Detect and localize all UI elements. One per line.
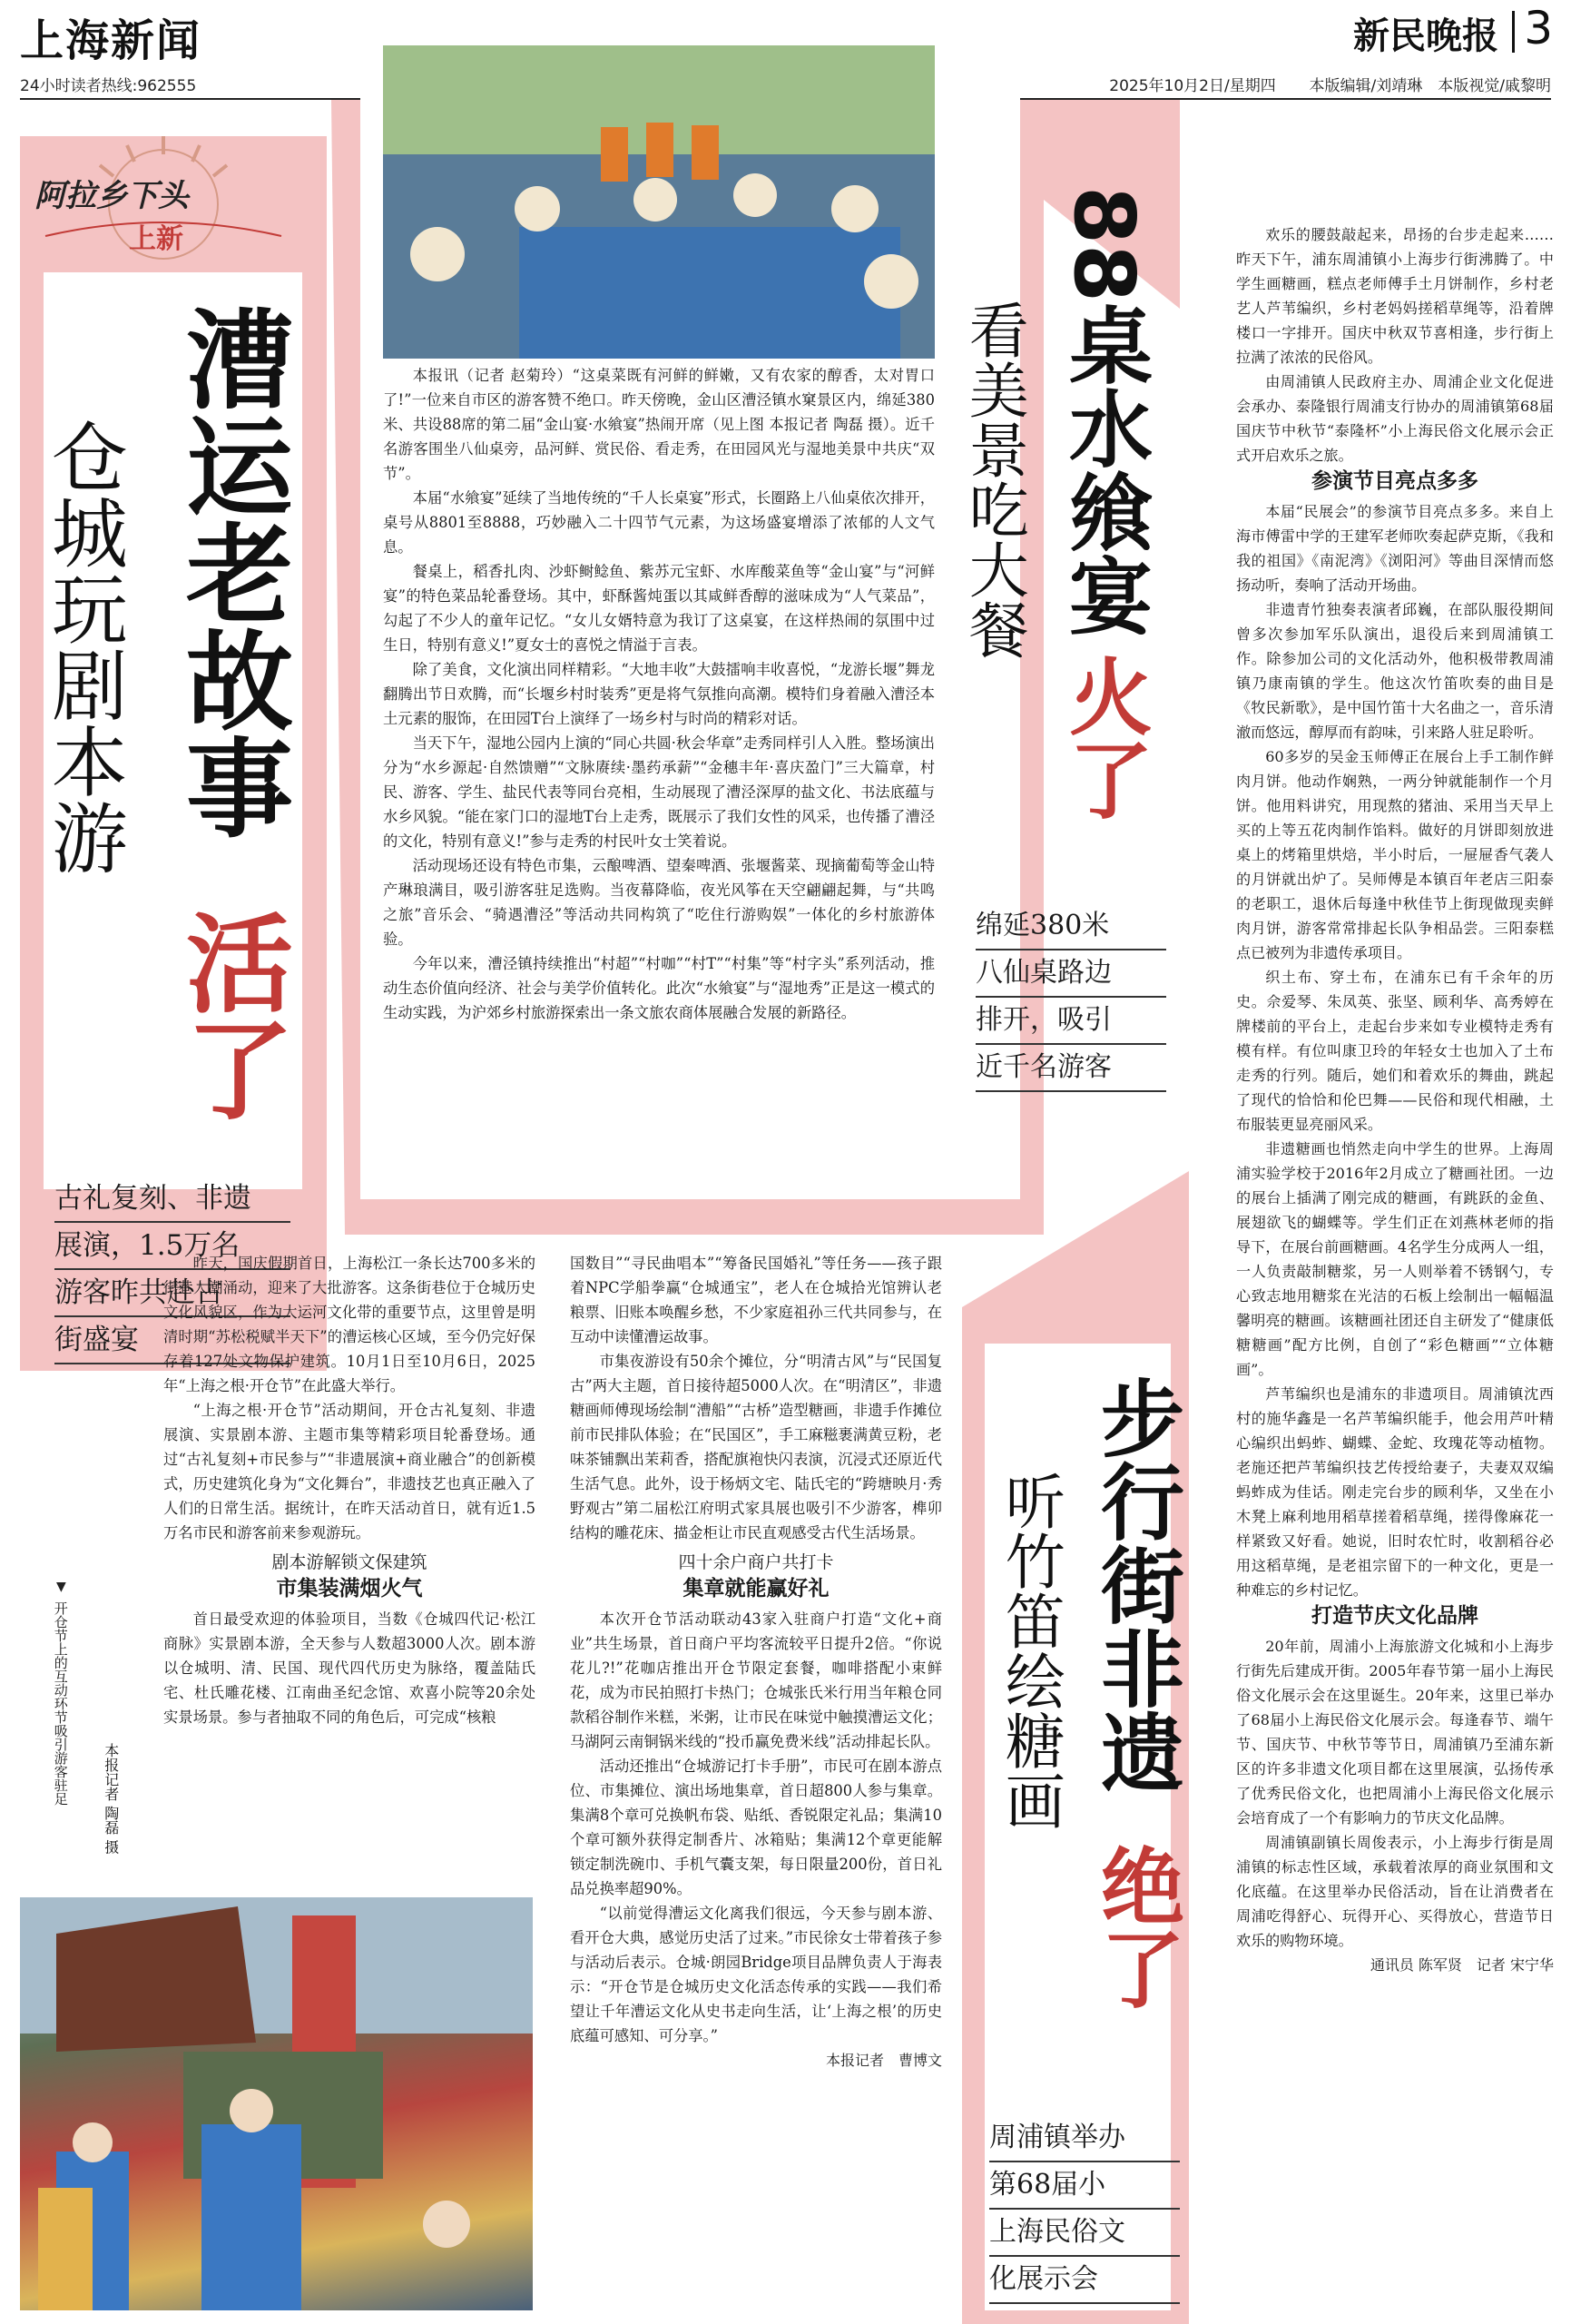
paragraph: 芦苇编织也是浦东的非遗项目。周浦镇沈西村的施华鑫是一名芦苇编织能手，他会用芦叶精心编织出蚂蚱、蝴蝶、金蛇、玫瑰花等动植物。老施还把芦苇编织技艺传授给妻子，夫妻双双编蚂蚱成为佳话。刚走完台步的顾利华，又坐在小木凳上麻利地用稻草搓着稻草绳，搓得像麻花一样紧致又好看。她说，旧时农忙时，收割稻谷必用这稻草绳，是老祖宗留下的一种文化，更是一种难忘的乡村记忆。 (1236, 1385, 1554, 1599)
banquet-photo (383, 45, 935, 359)
top-story-body (383, 363, 935, 1025)
paragraph: 周浦镇副镇长周俊表示，小上海步行街是周浦镇的标志性区域，承载着浓厚的商业氛围和文化底蕴。在这里举办民俗活动，旨在让消费者在周浦吃得舒心、玩得开心、买得放心，营造节日欢乐的购物环境。 (1236, 1834, 1554, 1949)
deck-line: 化展示会 (989, 2257, 1180, 2304)
right-subhead-1: 参演节目亮点多多 (1311, 469, 1478, 493)
photo-caption-block (53, 1580, 152, 1888)
paragraph: 本次开仓节活动联动43家入驻商户打造“文化+商业”共生场景，首日商户平均客流较平日提升2倍。“你说花儿?!”花咖店推出开仓节限定套餐，咖啡搭配小束鲜花，成为市民拍照打卡热门；仓城张氏米行用当年粮仓同款稻谷制作米糕，米粥，让市民在味觉中触摸漕运文化；马湖阿云南铜锅米线的“投币赢免费米线”活动排起长队。 (570, 1610, 942, 1750)
page-number: 3 (1524, 2, 1553, 54)
left-subhead-2: 集章就能赢好礼 (682, 1577, 830, 1600)
deck-line: 第68届小 (989, 2162, 1180, 2210)
deck-line: 近千名游客 (976, 1045, 1166, 1092)
bottom-story-deck (989, 2115, 1180, 2304)
paragraph: 市集夜游设有50余个摊位，分“明清古风”与“民国复古”两大主题，首日接待超5000人次。在“明清区”，非遗糖画师傅现场绘制“漕船”“古桥”造型糖画，非遗手作摊位前市民排队体验；在“民国区”，手工麻糍裹满黄豆粉，老味茶铺飘出茉莉香，搭配旗袍快闪表演，沉浸式还原近代生活气息。此外，设于杨炳文宅、陆氏宅的“跨塘映月·秀野观古”第二届松江府明式家具展也吸引不少游客，榫卯结构的雕花床、描金柜让市民直观感受古代生活场景。 (570, 1353, 942, 1541)
date: 2025年10月2日/星期四 (1109, 77, 1276, 95)
bottom-story-title-accent: 绝了 (1087, 1843, 1184, 2010)
logo-line1: 阿拉乡下头 (34, 178, 189, 214)
left-story-title-accent: 活了 (168, 908, 293, 1122)
paragraph: 首日最受欢迎的体验项目，当数《仓城四代记·松江商脉》实景剧本游，全天参与人数超3000人次。剧本游以仓城明、清、民国、现代四代历史为脉络，覆盖陆氏宅、杜氏雕花楼、江南曲圣纪念馆、欢喜小院等20余处实景场景。参与者抽取不同的角色后，可完成“核粮 (163, 1610, 535, 1726)
logo-line2: 上新 (129, 223, 183, 255)
left-story-column-1 (163, 1251, 535, 1729)
right-story-byline: 通讯员 陈军贤 记者 宋宁华 (1370, 1956, 1554, 1974)
deck-line: 八仙桌路边 (976, 950, 1166, 998)
paragraph: “以前觉得漕运文化离我们很远，今天参与剧本游、看开仓大典，感觉历史活了过来。”市民徐女士带着孩子参与活动后表示。仓城·朗园Bridge项目品牌负责人于海表示：“开仓节是仓城历史文化活态传承的实践——我们希望让千年漕运文化从史书走向生活，让‘上海之根’的历史底蕴可感知、可分享。” (570, 1905, 942, 2044)
deck-line: 上海民俗文 (989, 2210, 1180, 2257)
paragraph: 本届“民展会”的参演节目亮点多多。来自上海市傅雷中学的王建军老师吹奏起萨克斯，《我和我的祖国》《南泥湾》《浏阳河》等曲目深情而悠扬动听，奏响了活动开场曲。 (1236, 503, 1554, 594)
left-subhead-small-2: 四十余户商户共打卡 (678, 1552, 834, 1572)
paragraph: 昨天，国庆假期首日，上海松江一条长达700多米的街巷人潮涌动，迎来了大批游客。这条街巷位于仓城历史文化风貌区，作为大运河文化带的重要节点，这里曾是明清时期“苏松税赋半天下”的漕运核心区域，至今仍完好保存着127处文物保护建筑。10月1日至10月6日，2025年“上海之根·开仓节”在此盛大举行。 (163, 1255, 535, 1394)
paragraph: 由周浦镇人民政府主办、周浦企业文化促进会承办、泰隆银行周浦支行协办的周浦镇第68届国庆节中秋节“泰隆杯”小上海民俗文化展示会正式开启欢乐之旅。 (1236, 373, 1554, 464)
left-subhead-small-1: 剧本游解锁文保建筑 (271, 1552, 427, 1572)
opening-ceremony-photo (20, 1897, 533, 2310)
paragraph: 国数目”“寻民曲唱本”“筹备民国婚礼”等任务——孩子跟着NPC学船拳赢“仓城通宝”，老人在仓城拾光馆辨认老粮票、旧账本唤醒乡愁，不少家庭祖孙三代共同参与，在互动中读懂漕运故事。 (570, 1255, 942, 1345)
left-story-title: 漕运老故事 (168, 304, 293, 840)
paragraph: 活动现场还设有特色市集，云酿啤酒、望秦啤酒、张堰酱菜、现摘葡萄等金山特产琳琅满目，吸引游客驻足选购。当夜幕降临，夜光风筝在天空翩翩起舞，与“共鸣之旅”音乐会、“骑遇漕泾”等活动共同构筑了“吃住行游购娱”一体化的乡村旅游体验。 (383, 857, 935, 948)
paragraph: 20年前，周浦小上海旅游文化城和小上海步行街先后建成开街。2005年春节第一届小上海民俗文化展示会在这里诞生。20年来，这里已举办了68届小上海民俗文化展示会。每逢春节、端午节、国庆节、中秋节等节日，周浦镇乃至浦东新区的许多非遗文化项目都在这里展演，弘扬传承了优秀民俗文化，也把周浦小上海民俗文化展示会培育成了一个有影响力的节庆文化品牌。 (1236, 1638, 1554, 1827)
deck-line: 展演，1.5万名 (54, 1223, 290, 1270)
left-story-byline: 本报记者 曹博文 (825, 2052, 942, 2069)
deck-line: 排开，吸引 (976, 998, 1166, 1045)
left-subhead-1: 市集装满烟火气 (276, 1577, 423, 1600)
masthead: 新民晚报 (1353, 15, 1498, 57)
bottom-story-title: 步行街非遗 (1087, 1375, 1184, 1793)
top-story-deck (976, 903, 1166, 1092)
opening-ceremony-photo-image (20, 1897, 533, 2310)
section-name: 上海新闻 (20, 15, 202, 66)
paragraph: 餐桌上，稻香扎肉、沙虾鲥鲶鱼、紫苏元宝虾、水库酸菜鱼等“金山宴”与“河鲜宴”的特色菜品轮番登场。其中，虾酥酱炖蛋以其咸鲜香醇的滋味成为“人气菜品”，勾起了不少人的童年记忆。“女儿女婿特意为我订了这桌宴，在这样热闹的氛围中过生日，特别有意义!”夏女士的喜悦之情溢于言表。 (383, 563, 935, 654)
paragraph: 本届“水飨宴”延续了当地传统的“千人长桌宴”形式，长圈路上八仙桌依次排开，桌号从8801至8888，巧妙融入二十四节气元素，为这场盛宴增添了浓郁的人文气息。 (383, 489, 935, 556)
deck-line: 古礼复刻、非遗 (54, 1176, 290, 1223)
paragraph: “上海之根·开仓节”活动期间，开仓古礼复刻、非遗展演、实景剧本游、主题市集等精彩项目轮番登场。通过“古礼复刻+市民参与”“非遗展演+商业融合”的创新模式，历史建筑化身为“文化舞台”，非遗技艺也真正融入了人们的日常生活。据统计，在昨天活动首日，就有近1.5万名市民和游客前来参观游玩。 (163, 1402, 535, 1541)
reader-hotline: 24小时读者热线:962555 (20, 77, 197, 95)
deck-line: 绵延380米 (976, 903, 1166, 950)
paragraph: 除了美食，文化演出同样精彩。“大地丰收”大鼓擂响丰收喜悦，“龙游长堰”舞龙翻腾出节日欢腾，而“长堰乡村时装秀”更是将气氛推向高潮。模特们身着融入漕泾本土元素的服饰，在田园T台上演绎了一场乡村与时尚的精彩对话。 (383, 661, 935, 727)
photo-credit: 本报记者 陶磊 摄 (102, 1743, 120, 1855)
left-story-column-2 (570, 1251, 942, 2073)
right-story-body (1236, 222, 1554, 1977)
editor-credit: 本版编辑/刘靖琳 本版视觉/戚黎明 (1309, 77, 1551, 95)
deck-line: 街盛宴 (54, 1317, 290, 1364)
paragraph: 织土布、穿土布，在浦东已有千余年的历史。佘爱琴、朱凤英、张坚、顾利华、高秀婷在牌楼前的平台上，走起台步来如专业模特走秀有模有样。有位叫康卫玲的年轻女士也加入了土布走秀的行列。随后，她们和着欢乐的舞曲，跳起了现代的恰恰和伦巴舞——民俗和现代相融，土布服装更显亮丽风采。 (1236, 969, 1554, 1133)
column-logo (27, 118, 290, 263)
photo-caption: 开仓节上的互动环节吸引游客驻足 (52, 1601, 69, 1806)
paragraph: 活动还推出“仓城游记打卡手册”，市民可在剧本游点位、市集摊位、演出场地集章，首日超800人参与集章。集满8个章可兑换帆布袋、贴纸、香锐限定礼品；集满10个章可额外获得定制香片、冰箱贴；集满12个章更能解锁定制洗碗巾、手机气囊支架，每日限量200份，首日礼品兑换率超90%。 (570, 1758, 942, 1897)
paragraph: 欢乐的腰鼓敲起来，昂扬的台步走起来……昨天下午，浦东周浦镇小上海步行街沸腾了。中学生画糖画，糕点老师傅手土月饼制作，乡村老艺人芦苇编织，乡村老妈妈搓稻草绳等，沿着牌楼口一字排开。国庆中秋双节喜相逢，步行街上拉满了浓浓的民俗风。 (1236, 226, 1554, 366)
right-subhead-2: 打造节庆文化品牌 (1311, 1604, 1478, 1628)
paragraph: 非遗糖画也悄然走向中学生的世界。上海周浦实验学校于2016年2月成立了糖画社团。一边的展台上插满了刚完成的糖画，有跳跃的金鱼、展翅欲飞的蝴蝶等。学生们正在刘燕林老师的指导下，在展台前画糖画。4名学生分成两人一组，一人负责敲制糖浆，另一人则举着不锈钢勺，专心致志地用糖浆在光洁的石板上绘制出一幅幅温馨明亮的糖画。该糖画社团还自主研发了“健康低糖糖画”配方比例，自创了“彩色糖画”“立体糖画”。 (1236, 1140, 1554, 1378)
top-story-title-accent: 火了 (1056, 654, 1153, 821)
dateline (1109, 73, 1551, 95)
paragraph: 当天下午，湿地公园内上演的“同心共圆·秋会华章”走秀同样引人入胜。整场演出分为“水乡源起·自然馈赠”“文脉赓续·墨药承薪”“金穗丰年·喜庆盈门”三大篇章，村民、游客、学生、盐民代表等同台亮相，生动展现了漕泾深厚的盐文化、书法底蕴与水乡风貌。“能在家门口的湿地T台上走秀，既展示了我们女性的风采，也传播了漕泾的文化，特别有意义!”参与走秀的村民叶女士笑着说。 (383, 734, 935, 850)
top-story-subtitle: 看美景吃大餐 (958, 300, 1029, 659)
left-story-subtitle: 仓城玩剧本游 (39, 418, 129, 875)
top-story-title: 88桌水飨宴 (1056, 186, 1153, 637)
paragraph: 60多岁的吴金玉师傅正在展台上手工制作鲜肉月饼。他动作娴熟，一两分钟就能制作一个月饼。他用料讲究，用现熬的猪油、采用当天早上买的上等五花肉制作馅料。做好的月饼即刻放进桌上的烤箱里烘焙，半小时后，一屉屉香气袭人的月饼就出炉了。吴师傅是本镇百年老店三阳泰的老职工，退休后每逢中秋佳节上街现做现卖鲜肉月饼，游客常常排起长队争相品尝。三阳泰糕点已被列为非遗传承项目。 (1236, 748, 1554, 961)
bottom-story-subtitle: 听竹笛绘糖画 (995, 1471, 1065, 1830)
caption-marker-icon: ▼ (56, 1580, 66, 1594)
paragraph: 本报讯（记者 赵菊玲）“这桌菜既有河鲜的鲜嫩，又有农家的醇香，太对胃口了!”一位来自市区的游客赞不绝口。昨天傍晚，金山区漕泾镇水窠景区内，绵延380米、共设88席的第二届“金山宴·水飨宴”热闹开席（见上图 本报记者 陶磊 摄）。近千名游客围坐八仙桌旁，品河鲜、赏民俗、看走秀，在田园风光与湿地美景中共庆“双节”。 (383, 367, 935, 482)
deck-line: 周浦镇举办 (989, 2115, 1180, 2162)
banquet-photo-image (383, 45, 935, 359)
masthead-divider (1512, 11, 1515, 53)
deck-line: 游客昨共赴古 (54, 1270, 290, 1317)
paragraph: 非遗青竹独奏表演者邱巍，在部队服役期间曾多次参加军乐队演出，退役后来到周浦镇工作。除参加公司的文化活动外，他积极带教周浦镇乃康南镇的学生。他这次竹笛吹奏的曲目是《牧民新歌》，是中国竹笛十大名曲之一，音乐清澈而悠远，醇厚而有韵味，引来路人驻足聆听。 (1236, 601, 1554, 741)
paragraph: 今年以来，漕泾镇持续推出“村超”“村咖”“村T”“村集”等“村字头”系列活动，推动生态价值向经济、社会与美学价值转化。此次“水飨宴”与“湿地秀”正是这一模式的生动实践，为沪郊乡村旅游探索出一条文旅农商体展融合发展的新路径。 (383, 955, 935, 1021)
